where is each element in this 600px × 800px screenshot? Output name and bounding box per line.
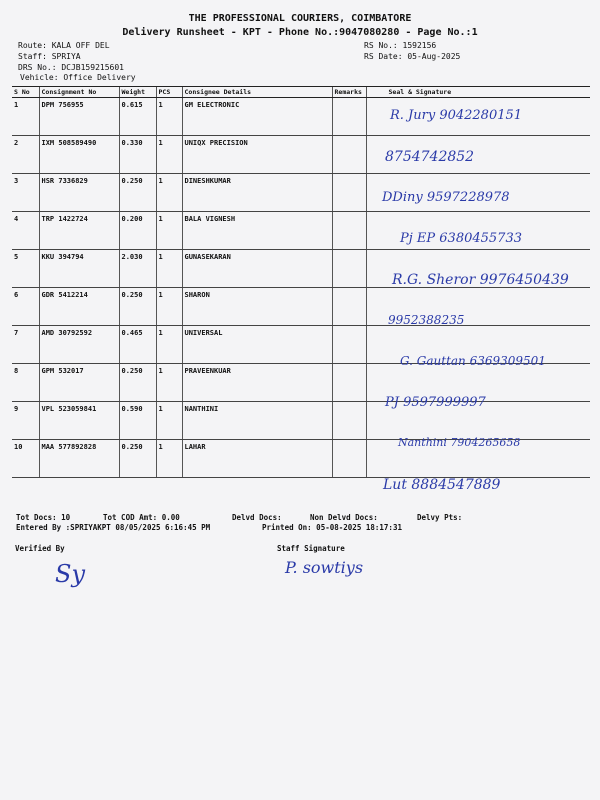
table-row xyxy=(12,288,590,326)
non-delvd-docs: Non Delvd Docs: xyxy=(310,513,378,522)
col-consignment: Consignment No xyxy=(39,87,119,98)
row-weight: 0.330 xyxy=(119,136,156,174)
row-consignee: NANTHINI xyxy=(182,402,332,440)
row-pcs: 1 xyxy=(156,402,182,440)
tot-docs: Tot Docs: 10 xyxy=(16,513,71,522)
drs-number: DRS No.: DCJB159215601 xyxy=(18,63,124,72)
handwritten-signature: DDiny 9597228978 xyxy=(382,190,510,205)
row-sno: 3 xyxy=(12,174,39,212)
handwritten-signature: Pj EP 6380455733 xyxy=(400,231,522,246)
company-title: THE PROFESSIONAL COURIERS, COIMBATORE xyxy=(188,13,412,24)
row-consignment: DPM 756955 xyxy=(39,98,119,136)
row-sno: 1 xyxy=(12,98,39,136)
row-weight: 0.465 xyxy=(119,326,156,364)
table-header-row xyxy=(12,87,590,98)
row-pcs: 1 xyxy=(156,288,182,326)
verified-by-label: Verified By xyxy=(15,544,65,553)
row-pcs: 1 xyxy=(156,136,182,174)
table-row xyxy=(12,402,590,440)
row-sno: 8 xyxy=(12,364,39,402)
delvy-pts: Delvy Pts: xyxy=(417,513,463,522)
row-sno: 4 xyxy=(12,212,39,250)
verified-by-signature: Sy xyxy=(55,560,85,588)
row-consignment: MAA 577892828 xyxy=(39,440,119,478)
row-consignee: UNIQX PRECISION xyxy=(182,136,332,174)
row-consignment: TRP 1422724 xyxy=(39,212,119,250)
row-consignee: DINESHKUMAR xyxy=(182,174,332,212)
row-weight: 0.250 xyxy=(119,174,156,212)
handwritten-signature: PJ 9597999997 xyxy=(385,395,486,410)
row-remarks xyxy=(332,402,366,440)
vehicle-label: Vehicle: Office Delivery xyxy=(20,73,136,82)
tot-cod-amt: Tot COD Amt: 0.00 xyxy=(103,513,180,522)
handwritten-signature: Nanthini 7904265658 xyxy=(398,436,521,449)
handwritten-signature: R. Jury 9042280151 xyxy=(390,108,523,123)
col-pcs: PCS xyxy=(156,87,182,98)
row-consignee: LAHAR xyxy=(182,440,332,478)
row-consignee: SHARON xyxy=(182,288,332,326)
row-weight: 0.590 xyxy=(119,402,156,440)
row-weight: 2.030 xyxy=(119,250,156,288)
row-pcs: 1 xyxy=(156,364,182,402)
row-sno: 10 xyxy=(12,440,39,478)
row-weight: 0.615 xyxy=(119,98,156,136)
row-remarks xyxy=(332,250,366,288)
row-consignment: GDR 5412214 xyxy=(39,288,119,326)
col-sno: S No xyxy=(12,87,39,98)
row-consignment: KKU 394794 xyxy=(39,250,119,288)
row-remarks xyxy=(332,98,366,136)
row-consignment: IXM 508589490 xyxy=(39,136,119,174)
row-consignment: AMD 30792592 xyxy=(39,326,119,364)
row-remarks xyxy=(332,136,366,174)
row-weight: 0.200 xyxy=(119,212,156,250)
row-pcs: 1 xyxy=(156,326,182,364)
row-weight: 0.250 xyxy=(119,364,156,402)
row-sno: 6 xyxy=(12,288,39,326)
entered-by: Entered By :SPRIYAKPT 08/05/2025 6:16:45 PM xyxy=(16,523,211,532)
row-consignment: VPL 523059841 xyxy=(39,402,119,440)
delvd-docs: Delvd Docs: xyxy=(232,513,282,522)
staff-label: Staff: SPRIYA xyxy=(18,52,81,61)
row-weight: 0.250 xyxy=(119,440,156,478)
row-weight: 0.250 xyxy=(119,288,156,326)
row-remarks xyxy=(332,174,366,212)
table-row xyxy=(12,364,590,402)
row-pcs: 1 xyxy=(156,440,182,478)
row-pcs: 1 xyxy=(156,250,182,288)
route-label: Route: KALA OFF DEL xyxy=(18,41,110,50)
table-row xyxy=(12,136,590,174)
row-pcs: 1 xyxy=(156,212,182,250)
rs-number: RS No.: 1592156 xyxy=(364,41,437,50)
row-sno: 2 xyxy=(12,136,39,174)
row-consignment: HSR 7336829 xyxy=(39,174,119,212)
row-sno: 5 xyxy=(12,250,39,288)
row-consignee: GUNASEKARAN xyxy=(182,250,332,288)
row-remarks xyxy=(332,440,366,478)
staff-signature: P. sowtiys xyxy=(285,558,364,577)
runsheet-subtitle: Delivery Runsheet - KPT - Phone No.:9047080280 - Page No.:1 xyxy=(122,27,478,38)
handwritten-signature: 9952388235 xyxy=(388,313,465,327)
row-consignee: BALA VIGNESH xyxy=(182,212,332,250)
row-sno: 9 xyxy=(12,402,39,440)
row-consignee: UNIVERSAL xyxy=(182,326,332,364)
row-consignee: PRAVEENKUAR xyxy=(182,364,332,402)
handwritten-signature: Lut 8884547889 xyxy=(383,477,501,493)
row-sno: 7 xyxy=(12,326,39,364)
row-pcs: 1 xyxy=(156,98,182,136)
col-consignee: Consignee Details xyxy=(182,87,332,98)
handwritten-signature: 8754742852 xyxy=(385,149,475,165)
handwritten-signature: G. Gauttan 6369309501 xyxy=(400,354,546,368)
row-pcs: 1 xyxy=(156,174,182,212)
row-remarks xyxy=(332,288,366,326)
col-signature: Seal & Signature xyxy=(366,87,590,98)
handwritten-signature: R.G. Sheror 9976450439 xyxy=(392,272,569,288)
row-remarks xyxy=(332,326,366,364)
row-remarks xyxy=(332,212,366,250)
rs-date: RS Date: 05-Aug-2025 xyxy=(364,52,461,61)
row-consignment: GPM 532017 xyxy=(39,364,119,402)
row-consignee: GM ELECTRONIC xyxy=(182,98,332,136)
staff-signature-label: Staff Signature xyxy=(277,544,345,553)
col-remarks: Remarks xyxy=(332,87,366,98)
printed-on: Printed On: 05-08-2025 18:17:31 xyxy=(262,523,402,532)
row-remarks xyxy=(332,364,366,402)
col-weight: Weight xyxy=(119,87,156,98)
